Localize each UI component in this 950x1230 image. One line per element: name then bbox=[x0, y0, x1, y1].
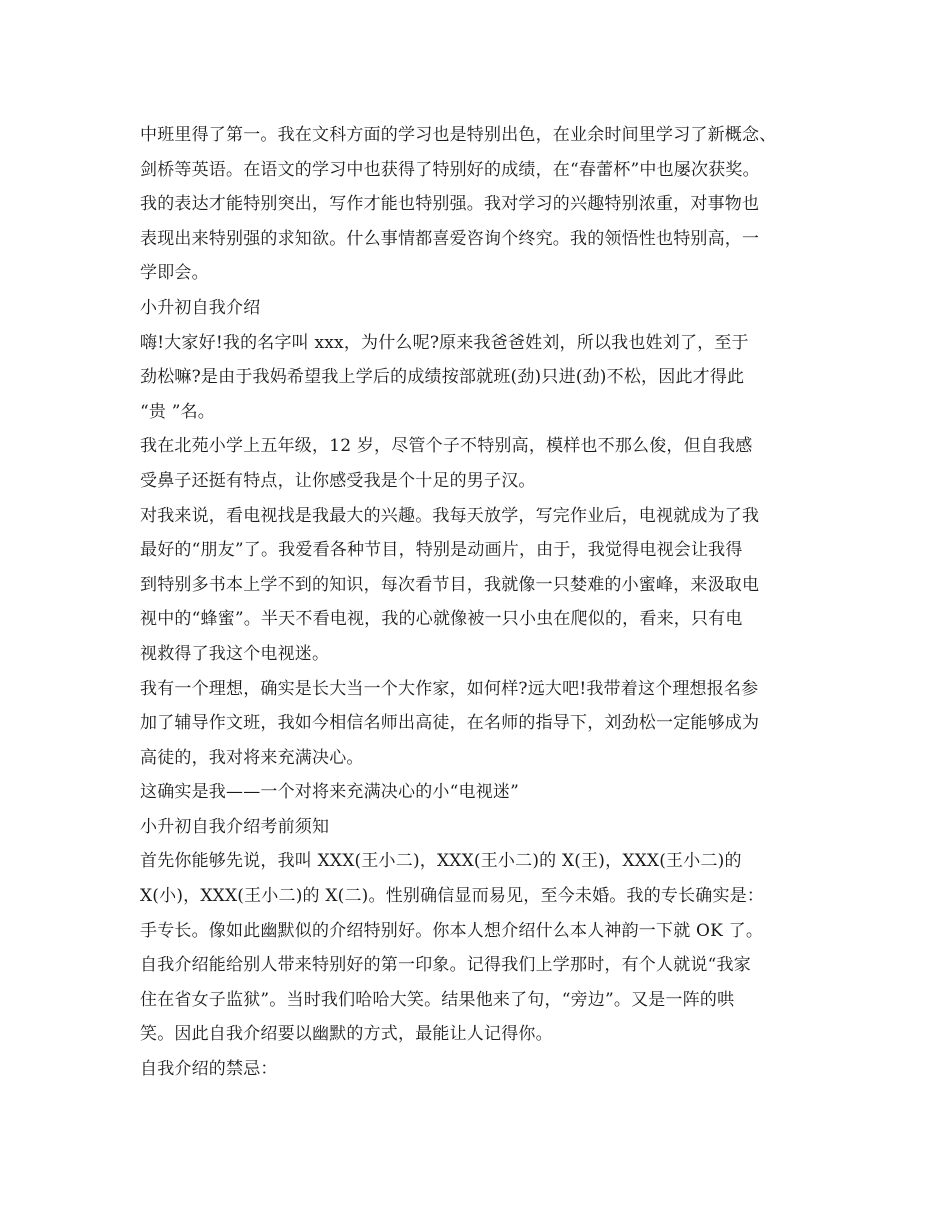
text-line: 我的表达才能特别突出，写作才能也特别强。我对学习的兴趣特别浓重，对事物也 bbox=[140, 194, 760, 215]
text-line: 对我来说，看电视找是我最大的兴趣。我每天放学，写完作业后，电视就成为了我 bbox=[140, 505, 760, 526]
text-line: 视救得了我这个电视迷。 bbox=[140, 643, 330, 664]
text-line: 笑。因此自我介绍要以幽默的方式，最能让人记得你。 bbox=[140, 1024, 553, 1045]
text-line: 高徒的，我对将来充满决心。 bbox=[140, 747, 364, 768]
text-line: 自我介绍能给别人带来特别好的第一印象。记得我们上学那时，有个人就说“我家 bbox=[140, 955, 751, 976]
text-line: 嗨!大家好!我的名字叫 xxx，为什么呢?原来我爸爸姓刘，所以我也姓刘了，至于 bbox=[140, 332, 749, 353]
text-line: 视中的“蜂蜜”。半天不看电视，我的心就像被一只小虫在爬似的，看来，只有电 bbox=[140, 609, 743, 630]
text-line: X(小)，XXX(王小二)的 X(二)。性别确信显而易见，至今未婚。我的专长确实是： bbox=[140, 886, 765, 907]
text-line: 我在北苑小学上五年级，12 岁，尽管个子不特别高，模样也不那么俊，但自我感 bbox=[140, 436, 753, 457]
section-heading: 小升初自我介绍考前须知 bbox=[140, 816, 330, 837]
text-line: 住在省女子监狱”。当时我们哈哈大笑。结果他来了句，“旁边”。又是一阵的哄 bbox=[140, 989, 735, 1010]
document-body bbox=[140, 118, 820, 1087]
text-line: 受鼻子还挺有特点，让你感受我是个十足的男子汉。 bbox=[140, 470, 536, 491]
text-line: 手专长。像如此幽默似的介绍特别好。你本人想介绍什么本人神韵一下就 OK 了。 bbox=[140, 920, 764, 941]
text-line: 到特别多书本上学不到的知识，每次看节目，我就像一只婪难的小蜜峰，来汲取电 bbox=[140, 574, 760, 595]
text-line: 剑桥等英语。在语文的学习中也获得了特别好的成绩，在“春蕾杯”中也屡次获奖。 bbox=[140, 159, 760, 180]
text-line: 中班里得了第一。我在文科方面的学习也是特别出色，在业余时间里学习了新概念、 bbox=[140, 125, 777, 145]
section-heading: 小升初自我介绍 bbox=[140, 297, 261, 318]
text-line: 最好的“朋友”了。我爱看各种节目，特别是动画片，由于，我觉得电视会让我得 bbox=[140, 540, 743, 561]
text-line: “贵 ”名。 bbox=[140, 401, 215, 422]
text-line: 我有一个理想，确实是长大当一个大作家，如何样?远大吧!我带着这个理想报名参 bbox=[140, 678, 759, 699]
text-line: 学即会。 bbox=[140, 263, 209, 284]
text-line: 表现出来特别强的求知欲。什么事情都喜爱咨询个终究。我的领悟性也特别高，一 bbox=[140, 228, 760, 249]
text-line: 劲松嘛?是由于我妈希望我上学后的成绩按部就班(劲)只进(劲)不松，因此才得此 bbox=[140, 367, 745, 388]
text-line: 加了辅导作文班，我如今相信名师出高徒，在名师的指导下，刘劲松一定能够成为 bbox=[140, 713, 760, 734]
text-line: 首先你能够先说，我叫 XXX(王小二)，XXX(王小二)的 X(王)，XXX(王小二)的 bbox=[140, 851, 742, 872]
text-line: 这确实是我——一个对将来充满决心的小“电视迷” bbox=[140, 782, 519, 803]
section-heading: 自我介绍的禁忌： bbox=[140, 1059, 278, 1080]
